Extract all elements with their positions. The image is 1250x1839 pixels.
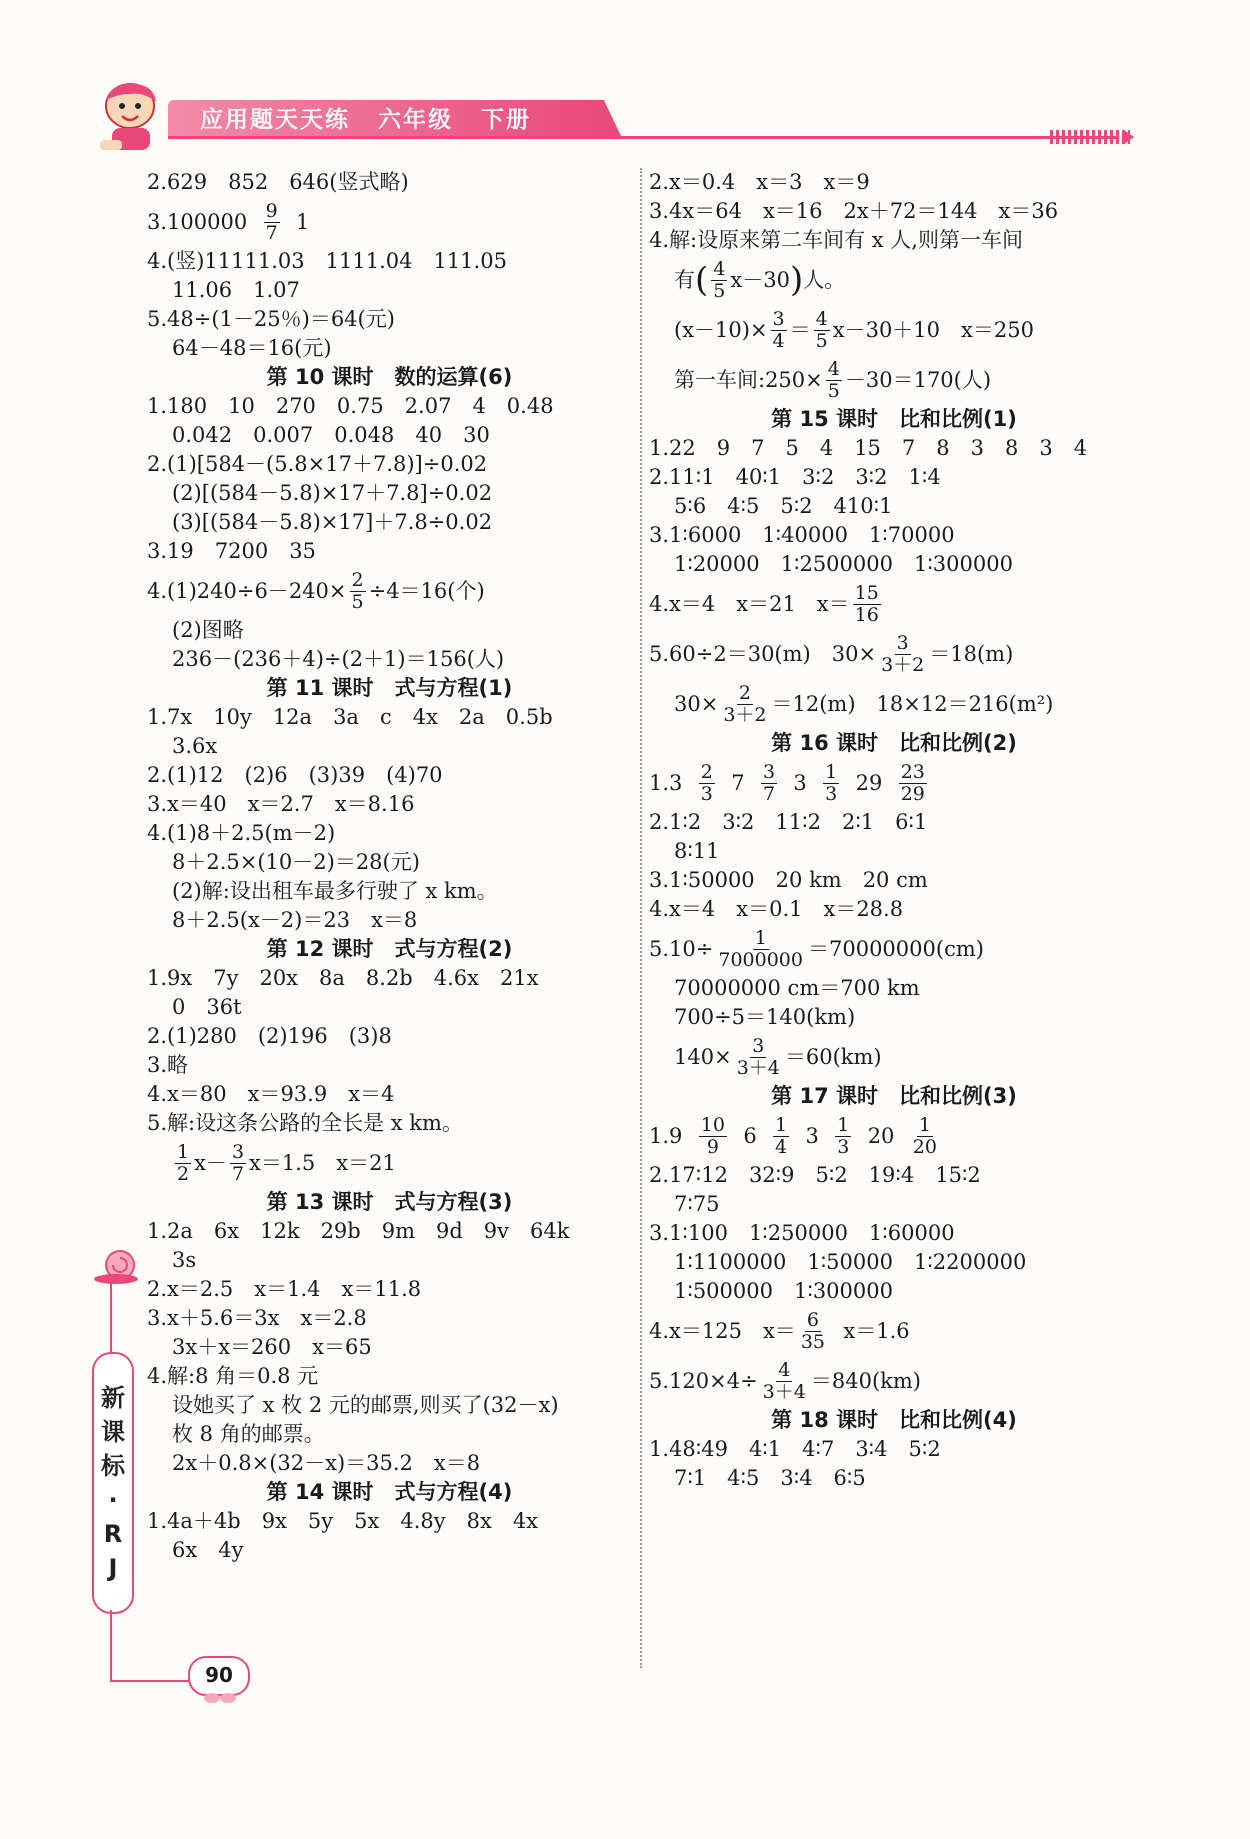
answer-line: 2.(1)280 (2)196 (3)8 xyxy=(147,1024,392,1048)
fraction: $\frac{3}{7}$ xyxy=(762,760,776,805)
fraction: $\frac{4}{5}$ xyxy=(815,307,828,352)
answer-line: $\frac{1}{2}$ x－ $\frac{3}{7}$ x＝1.5 x＝21 xyxy=(177,1140,396,1185)
answer-line: 1.9 $\frac{10}{9}$ 6 $\frac{1}{4}$ 3 $\frac{1}{3}$ 20 $\frac{1}{20}$ xyxy=(649,1113,937,1158)
fraction: $\frac{1}{7000000}$ xyxy=(718,926,803,971)
answer-line: 5.解:设这条公路的全长是 x km。 xyxy=(147,1111,463,1135)
answer-line: 2.17∶12 32∶9 5∶2 19∶4 15∶2 xyxy=(649,1163,981,1187)
answer-line: 3s xyxy=(172,1248,197,1272)
answer-line: 1∶20000 1∶2500000 1∶300000 xyxy=(674,552,1013,576)
side-stem xyxy=(110,1280,112,1354)
fraction: $\frac{15}{16}$ xyxy=(854,581,879,626)
fraction: $\frac{4}{5}$ xyxy=(827,357,840,402)
answer-line: 8∶11 xyxy=(674,839,720,863)
grade-label: 六年级 xyxy=(378,107,453,133)
answer-line: 1.180 10 270 0.75 2.07 4 0.48 xyxy=(147,394,554,418)
answer-line: 3.x＝40 x＝2.7 x＝8.16 xyxy=(147,792,415,816)
answer-line: 3.4x＝64 x＝16 2x＋72＝144 x＝36 xyxy=(649,199,1059,223)
lesson-title: 第 16 课时 比和比例(2) xyxy=(771,731,1017,755)
fraction: $\frac{23}{29}$ xyxy=(900,760,925,805)
boy-mascot-icon xyxy=(96,78,168,156)
answer-line: 2.(1)12 (2)6 (3)39 (4)70 xyxy=(147,763,443,787)
lesson-title: 第 14 课时 式与方程(4) xyxy=(266,1480,513,1504)
answer-line: 4.解:设原来第二车间有 x 人,则第一车间 xyxy=(649,228,1023,252)
answer-line: 2.11∶1 40∶1 3∶2 3∶2 1∶4 xyxy=(649,465,941,489)
answer-line: 2.x＝2.5 x＝1.4 x＝11.8 xyxy=(147,1277,422,1301)
answer-line: 3.x＋5.6＝3x x＝2.8 xyxy=(147,1306,367,1330)
answer-line: 2.1∶2 3∶2 11∶2 2∶1 6∶1 xyxy=(649,810,928,834)
answer-line: 700÷5＝140(km) xyxy=(674,1005,856,1029)
answer-line: 设她买了 x 枚 2 元的邮票,则买了(32－x) xyxy=(172,1393,559,1417)
fraction: $\frac{6}{35}$ xyxy=(800,1308,825,1353)
answer-line: 枚 8 角的邮票。 xyxy=(172,1422,325,1446)
answer-line: 4.x＝4 x＝0.1 x＝28.8 xyxy=(649,897,904,921)
answer-line: 64－48＝16(元) xyxy=(172,336,332,360)
answer-line: 5.10÷ $\frac{1}{7000000}$ ＝70000000(cm) xyxy=(649,926,984,971)
answer-line: 1.9x 7y 20x 8a 8.2b 4.6x 21x xyxy=(147,966,539,990)
answer-line: 0.042 0.007 0.048 40 30 xyxy=(172,423,490,447)
fraction: $\frac{1}{3}$ xyxy=(825,760,838,805)
arrow-right-icon xyxy=(1124,130,1134,144)
answer-line: 1∶500000 1∶300000 xyxy=(674,1279,893,1303)
answer-line: 8＋2.5(x－2)＝23 x＝8 xyxy=(172,908,418,932)
fraction: $\frac{1}{4}$ xyxy=(775,1113,788,1158)
answer-line: 7∶75 xyxy=(674,1192,720,1216)
answer-line: 5.60÷2＝30(m) 30× $\frac{3}{3+2}$ ＝18(m) xyxy=(649,631,1014,676)
fraction: $\frac{4}{3+4}$ xyxy=(762,1358,806,1403)
answer-line: 70000000 cm＝700 km xyxy=(674,976,920,1000)
left-column xyxy=(147,168,632,1565)
answer-line: 4.(竖)11111.03 1111.04 111.05 xyxy=(147,249,507,273)
answer-line: 140× $\frac{3}{3+4}$ ＝60(km) xyxy=(674,1034,882,1079)
answer-line: 4.x＝125 x＝ $\frac{6}{35}$ x＝1.6 xyxy=(649,1308,910,1353)
answer-line: 2x＋0.8×(32－x)＝35.2 x＝8 xyxy=(172,1451,481,1475)
fraction: $\frac{2}{5}$ xyxy=(351,568,364,613)
snail-icon xyxy=(92,1245,144,1285)
answer-line: 8＋2.5×(10－2)＝28(元) xyxy=(172,850,420,874)
answer-line: 4.解:8 角＝0.8 元 xyxy=(147,1364,319,1388)
answer-line: 4.x＝80 x＝93.9 x＝4 xyxy=(147,1082,395,1106)
answer-line: 5∶6 4∶5 5∶2 410∶1 xyxy=(674,494,893,518)
lesson-title: 第 17 课时 比和比例(3) xyxy=(771,1084,1017,1108)
answer-line: 5.120×4÷ $\frac{4}{3+4}$ ＝840(km) xyxy=(649,1358,921,1403)
lesson-title: 第 18 课时 比和比例(4) xyxy=(771,1408,1017,1432)
header-title xyxy=(200,102,559,138)
fraction: $\frac{3}{3+4}$ xyxy=(736,1034,780,1079)
answer-line: 6x 4y xyxy=(172,1538,244,1562)
column-divider xyxy=(640,168,642,1668)
answer-line: 30× $\frac{2}{3+2}$ ＝12(m) 18×12＝216(m²) xyxy=(674,681,1054,726)
fraction: $\frac{9}{7}$ xyxy=(265,199,278,244)
answer-line: 1.2a 6x 12k 29b 9m 9d 9v 64k xyxy=(147,1219,570,1243)
header-dashes xyxy=(1050,130,1130,144)
answer-line: 3.6x xyxy=(172,734,218,758)
answer-line: 11.06 1.07 xyxy=(172,278,300,302)
answer-line: 4.(1)8＋2.5(m－2) xyxy=(147,821,336,845)
feet-icon xyxy=(200,1690,240,1706)
side-base-line xyxy=(110,1680,190,1682)
answer-line: 2.(1)[584－(5.8×17＋7.8)]÷0.02 xyxy=(147,452,488,476)
answer-line: 2.629 852 646(竖式略) xyxy=(147,170,409,194)
answer-line: 2.x＝0.4 x＝3 x＝9 xyxy=(649,170,870,194)
fraction: $\frac{1}{2}$ xyxy=(177,1140,190,1185)
answer-line: (3)[(584－5.8)×17]＋7.8÷0.02 xyxy=(172,510,493,534)
volume-label: 下册 xyxy=(481,107,531,133)
answer-line: 236－(236＋4)÷(2＋1)＝156(人) xyxy=(172,647,505,671)
fraction: $\frac{2}{3}$ xyxy=(700,760,713,805)
answer-line: 第一车间:250× $\frac{4}{5}$ －30＝170(人) xyxy=(674,357,992,402)
answer-line: 1∶1100000 1∶50000 1∶2200000 xyxy=(674,1250,1027,1274)
fraction: $\frac{1}{3}$ xyxy=(837,1113,850,1158)
answer-line: 1.48∶49 4∶1 4∶7 3∶4 5∶2 xyxy=(649,1437,941,1461)
answer-line: 1.22 9 7 5 4 15 7 8 3 8 3 4 xyxy=(649,436,1088,460)
lesson-title: 第 12 课时 式与方程(2) xyxy=(266,937,513,961)
answer-line: 有 ( $\frac{4}{5}$ x－30 ) 人。 xyxy=(674,257,846,302)
fraction: $\frac{2}{3+2}$ xyxy=(723,681,767,726)
answer-line: (2)解:设出租车最多行驶了 x km。 xyxy=(172,879,498,903)
answer-line: 4.x＝4 x＝21 x＝ $\frac{15}{16}$ xyxy=(649,581,879,626)
page-header xyxy=(0,0,1250,160)
answer-line: (x－10)× $\frac{3}{4}$ ＝ $\frac{4}{5}$ x－30＋10 x＝250 xyxy=(674,307,1034,352)
side-stem xyxy=(110,1610,112,1682)
answer-line: 5.48÷(1－25％)＝64(元) xyxy=(147,307,395,331)
answer-line: 1.4a＋4b 9x 5y 5x 4.8y 8x 4x xyxy=(147,1509,539,1533)
answer-line: 4.(1)240÷6－240× $\frac{2}{5}$ ÷4＝16(个) xyxy=(147,568,485,613)
fraction: $\frac{1}{20}$ xyxy=(912,1113,937,1158)
answer-line: (2)[(584－5.8)×17＋7.8]÷0.02 xyxy=(172,481,493,505)
answer-line: 3.1∶50000 20 km 20 cm xyxy=(649,868,928,892)
answer-line: 3.1∶100 1∶250000 1∶60000 xyxy=(649,1221,955,1245)
answer-line: 7∶1 4∶5 3∶4 6∶5 xyxy=(674,1466,866,1490)
fraction: $\frac{3}{7}$ xyxy=(231,1140,245,1185)
lesson-title: 第 13 课时 式与方程(3) xyxy=(266,1190,513,1214)
answer-line: (2)图略 xyxy=(172,618,244,642)
answer-line: 1.7x 10y 12a 3a c 4x 2a 0.5b xyxy=(147,705,553,729)
lesson-title: 第 10 课时 数的运算(6) xyxy=(266,365,513,389)
fraction: $\frac{3}{3+2}$ xyxy=(881,631,925,676)
answer-line: 3.19 7200 35 xyxy=(147,539,316,563)
answer-line: 3.100000 $\frac{9}{7}$ 1 xyxy=(147,199,310,244)
fraction: $\frac{3}{4}$ xyxy=(772,307,785,352)
fraction: $\frac{4}{5}$ xyxy=(713,257,726,302)
fraction: $\frac{10}{9}$ xyxy=(700,1113,725,1158)
page-number: 90 xyxy=(188,1656,250,1696)
header-rule xyxy=(168,136,1118,139)
lesson-title: 第 15 课时 比和比例(1) xyxy=(771,407,1017,431)
answer-line: 1.3 $\frac{2}{3}$ 7 $\frac{3}{7}$ 3 $\frac{1}{3}$ 29 $\frac{23}{29}$ xyxy=(649,760,925,805)
curriculum-tab: 新 课 标 · R J xyxy=(92,1352,134,1614)
lesson-title: 第 11 课时 式与方程(1) xyxy=(266,676,513,700)
right-column xyxy=(649,168,1139,1493)
answer-line: 0 36t xyxy=(172,995,242,1019)
answer-line: 3.略 xyxy=(147,1053,189,1077)
series-name: 应用题天天练 xyxy=(200,107,350,133)
answer-line: 3x＋x＝260 x＝65 xyxy=(172,1335,372,1359)
answer-line: 3.1∶6000 1∶40000 1∶70000 xyxy=(649,523,955,547)
